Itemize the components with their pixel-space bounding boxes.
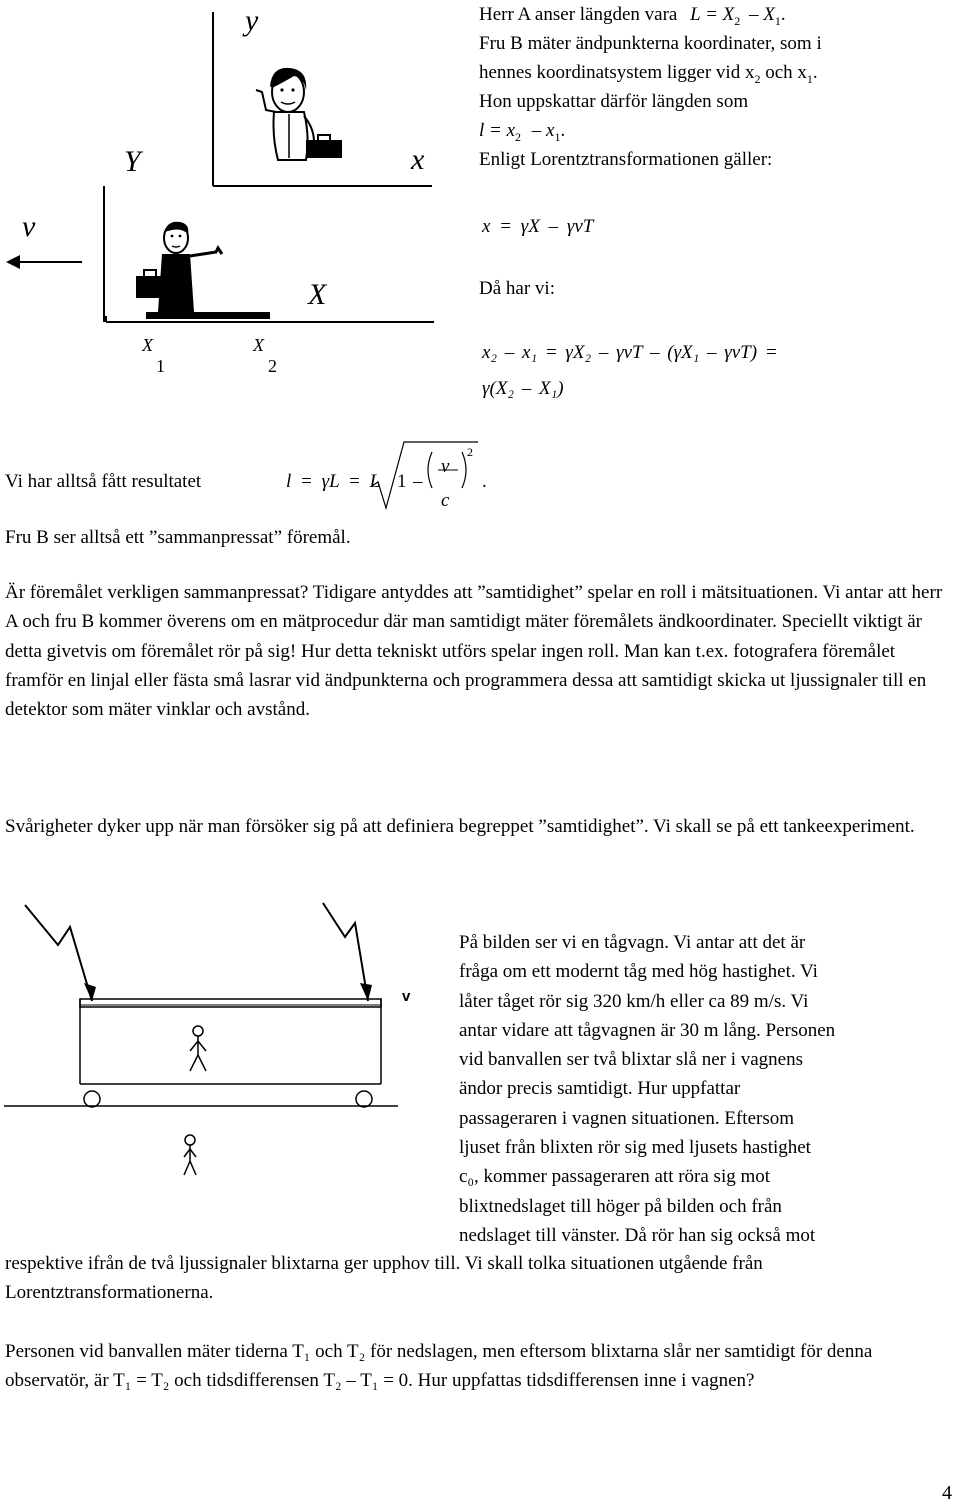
result-one: 1 xyxy=(397,471,407,492)
tagvagn-line: ljuset från blixten rör sig med ljusets hastighet xyxy=(459,1137,811,1159)
length-eq-minus: – X xyxy=(749,4,775,25)
paragraph-tidsdifferens: Personen vid banvallen mäter tiderna T₁ och T₂ för nedslagen, men eftersom blixtarna slår ner samtidigt för denna observatör, är T₁ = T₂ och tidsdifferensen T₂ – T₁ = 0. Hur uppfattas tidsdifferensen inne i vagnen? xyxy=(5,1341,873,1392)
tagvagn-line: På bilden ser vi en tågvagn. Vi antar att det är xyxy=(459,932,806,953)
axis-label-X: X xyxy=(308,278,327,311)
uppskattar-line: Hon uppskattar därför längden som xyxy=(479,91,749,112)
paragraph-samtidighet: Är föremålet verkligen sammanpressat? Tidigare antyddes att ”samtidighet” spelar en roll i mätsituationen. Vi antar att herr A och fru B kommer överens om en mätprocedur där man samtidigt mäter föremålets ändkoordinater. Speciellt viktigt är detta givetvis om föremålet rör på sig! Hur detta tekniskt utförs spelar ingen roll. Man kan t.ex. fotografera föremålet framför en linjal eller fästa små lasrar vid ändpunkterna och programmera dessa att samtidigt skicka ut ljussignaler till en detektor som mäter vinklar och avstånd. xyxy=(5,582,943,721)
velocity-label-v: v xyxy=(22,210,36,243)
koordinat-sub2: 2 xyxy=(754,71,761,86)
difference-equation: x₂ – x₁ = γX₂ – γvT – (γX₁ – γvT) = xyxy=(482,342,778,363)
result-prefix: Vi har alltså fått resultatet xyxy=(5,471,202,492)
length-eq-sub2: 2 xyxy=(734,13,741,28)
woman-observer-icon xyxy=(248,42,368,162)
tagvagn-line: fråga om ett modernt tåg med hög hastighet. Vi xyxy=(459,961,818,983)
result-dot: . xyxy=(482,471,487,492)
tagvagn-line: låter tåget rör sig 320 km/h eller ca 89 m/s. Vi xyxy=(459,990,809,1012)
l-eq-end: . xyxy=(560,120,566,141)
axis-label-y: y xyxy=(245,4,259,37)
length-eq-end: . xyxy=(780,4,786,25)
result-lhs: l = γL = L xyxy=(286,471,381,492)
length-eq-sub1: 1 xyxy=(774,13,781,28)
wheel-right-icon xyxy=(356,1091,372,1107)
tagvagn-line: blixtnedslaget till höger på bilden och från xyxy=(459,1195,782,1217)
difference-result: γ(X₂ – X₁) xyxy=(482,378,564,399)
koordinat-end: . xyxy=(812,62,818,83)
koordinat-text: hennes koordinatsystem ligger vid x xyxy=(479,62,755,83)
paragraph-tagvagn xyxy=(459,928,959,1250)
koordinat-sub1: 1 xyxy=(806,71,813,86)
train-car xyxy=(80,999,381,1007)
lorentz-equation: x = γX – γvT xyxy=(482,216,594,237)
length-eq-L: L = X xyxy=(690,4,735,25)
lightning-right-icon xyxy=(323,903,372,1001)
axis-label-Y: Y xyxy=(124,145,141,178)
wheel-left-icon xyxy=(84,1091,100,1107)
passenger-icon xyxy=(190,1026,206,1071)
tagvagn-line: nedslaget till vänster. Då rör han sig också mot xyxy=(459,1224,816,1246)
page-number: 4 xyxy=(942,1482,952,1504)
tagvagn-line: antar vidare att tågvagnen är 30 m lång. Personen xyxy=(459,1019,836,1041)
da-har-vi: Då har vi: xyxy=(479,278,555,299)
paragraph-svarigheter: Svårigheter dyker upp när man försöker sig på att definiera begreppet ”samtidighet”. Vi skall se på ett tankeexperiment. xyxy=(5,816,915,837)
tagvagn-line: c₀, kommer passageraren att röra sig mot xyxy=(459,1166,771,1188)
result-c: c xyxy=(441,490,450,511)
fru-b-line: Fru B mäter ändpunkterna koordinater, som i xyxy=(479,33,822,54)
fru-b-conclusion: Fru B ser alltså ett ”sammanpressat” föremål. xyxy=(5,527,351,548)
result-minus: – xyxy=(413,471,423,492)
tagvagn-line: vid banvallen ser två blixtar slå ner i vagnens xyxy=(459,1049,804,1071)
endpoint-label-X2: X xyxy=(253,335,264,355)
endpoint-label-X1-sub: 1 xyxy=(156,356,165,376)
endpoint-label-X2-sub: 2 xyxy=(268,356,277,376)
l-eq-sub2: 2 xyxy=(515,129,522,144)
koordinat-och: och x xyxy=(760,62,807,83)
tagvagn-line: ändor precis samtidigt. Hur uppfattar xyxy=(459,1078,741,1100)
lightning-left-icon xyxy=(25,905,96,1001)
tagvagn-line: passageraren i vagnen situationen. Eftersom xyxy=(459,1107,795,1129)
l-eq-text: l = x xyxy=(479,120,516,141)
herr-a-text: Herr A anser längden vara xyxy=(479,4,678,25)
train-thought-experiment-figure xyxy=(0,895,430,1195)
ground-observer-icon xyxy=(184,1135,196,1175)
lorentz-intro: Enligt Lorentztransformationen gäller: xyxy=(479,149,773,170)
sqrt-sign xyxy=(370,438,480,518)
result-exponent: 2 xyxy=(467,445,473,459)
result-v: v xyxy=(441,456,450,477)
man-observer-icon xyxy=(132,214,242,314)
l-eq-sub1: 1 xyxy=(554,129,561,144)
l-eq-minus: – x xyxy=(531,120,555,141)
paragraph-tagvagn-tail: respektive ifrån de två ljussignaler blixtarna ger upphov till. Vi skall tolka situationen utgående från Lorentztransformationerna. xyxy=(5,1253,763,1304)
axis-label-x: x xyxy=(411,143,425,176)
train-velocity-label: v xyxy=(402,988,411,1005)
endpoint-label-X1: X xyxy=(142,335,153,355)
